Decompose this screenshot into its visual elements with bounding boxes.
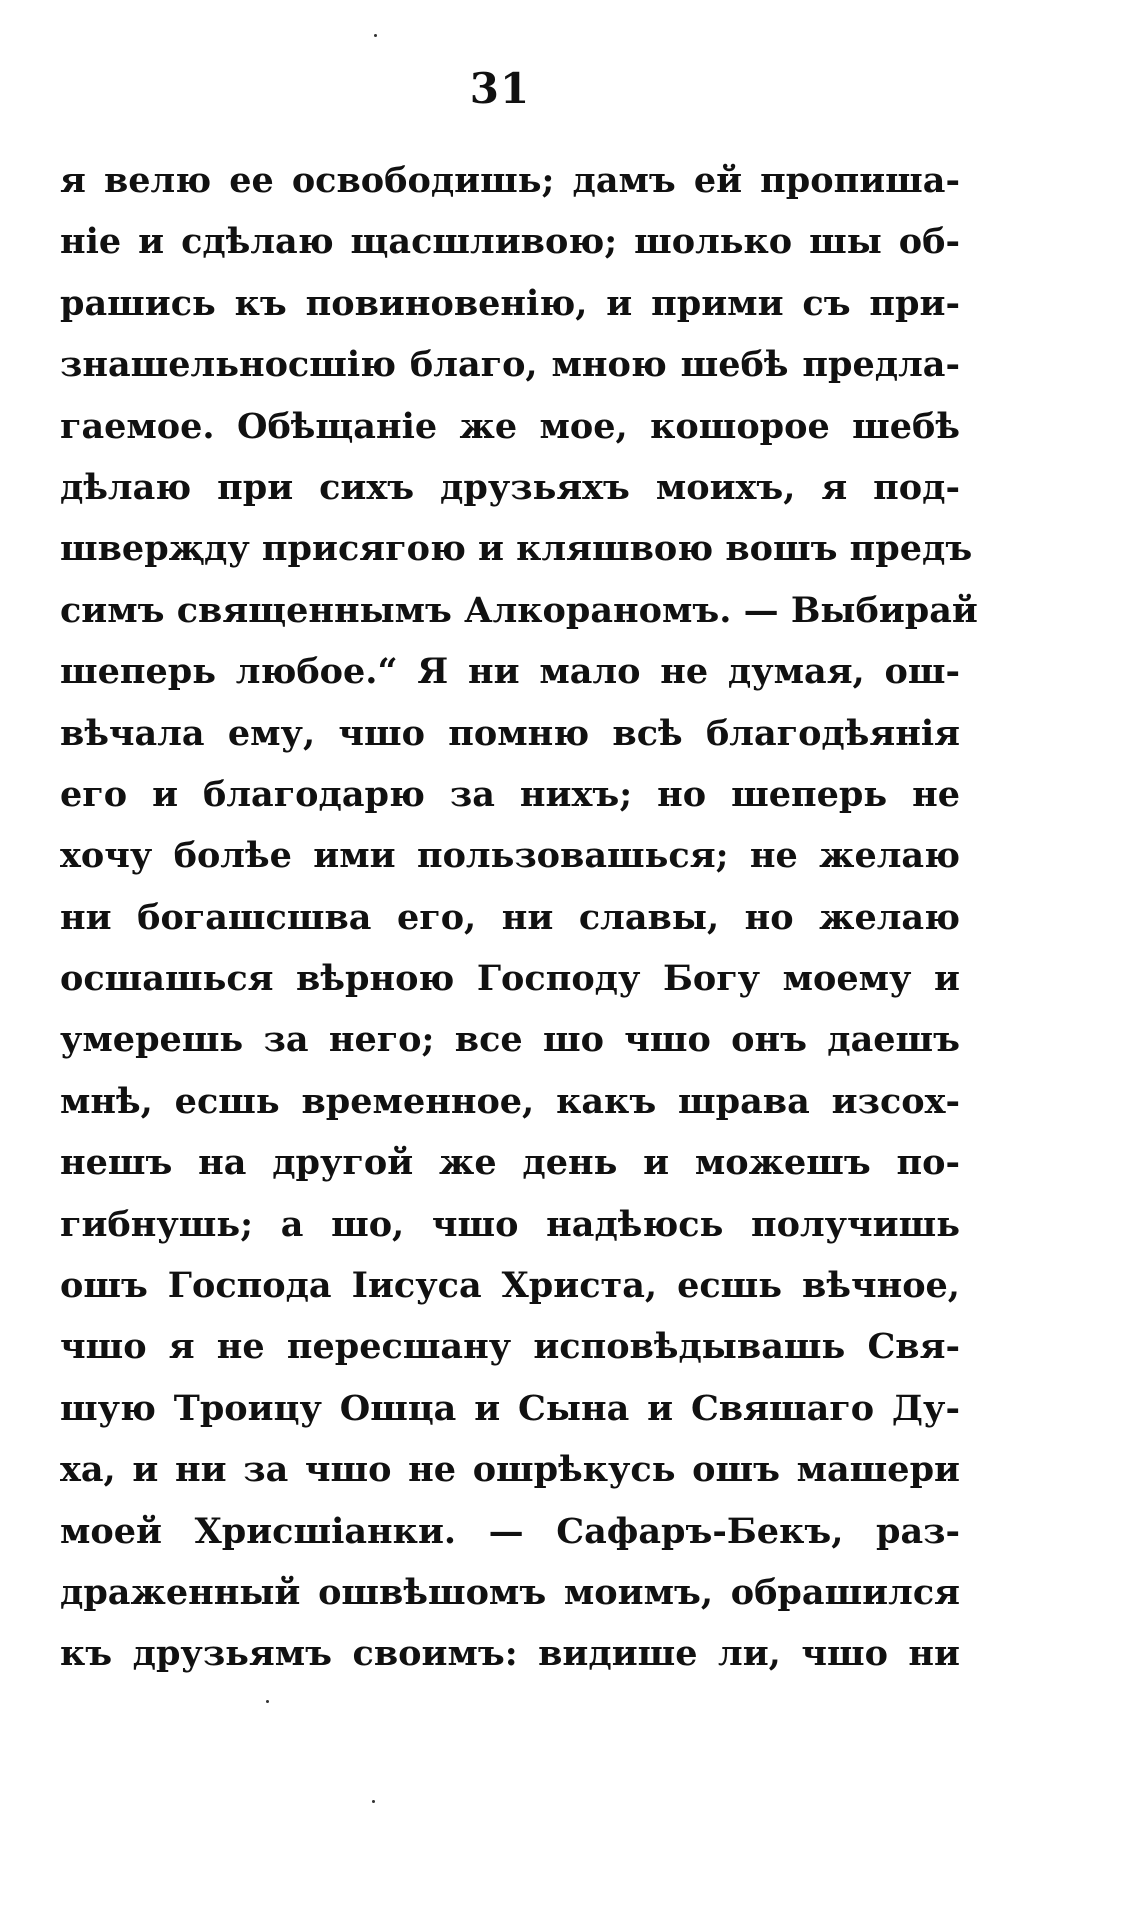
text-line: драженный ошвѣшомъ моимъ, обрашился bbox=[60, 1571, 960, 1613]
print-speck bbox=[374, 34, 377, 37]
text-line: симъ священнымъ Алкораномъ. — Выбирай bbox=[60, 589, 978, 631]
body-text bbox=[60, 150, 978, 1685]
text-line: нешъ на другой же день и можешъ по- bbox=[60, 1142, 960, 1184]
text-line: знашельносшію благо, мною шебѣ предла- bbox=[60, 344, 960, 386]
text-line: шую Троицу Ошца и Сына и Свяшаго Ду- bbox=[60, 1387, 960, 1429]
page-number: 31 bbox=[469, 64, 531, 113]
text-line: моей Хрисшіанки. — Сафаръ-Бекъ, раз- bbox=[60, 1510, 960, 1552]
text-line: мнѣ, есшь временное, какъ шрава изсох- bbox=[60, 1080, 960, 1122]
text-line: дѣлаю при сихъ друзьяхъ моихъ, я под- bbox=[60, 466, 960, 508]
print-speck bbox=[372, 1800, 375, 1803]
text-line: шеперь любое.“ Я ни мало не думая, ош- bbox=[60, 651, 960, 693]
text-line: чшо я не пересшану исповѣдывашь Свя- bbox=[60, 1326, 960, 1368]
text-line: гибнушь; а шо, чшо надѣюсь получишь bbox=[60, 1203, 960, 1245]
text-line: рашись къ повиновенію, и прими съ при- bbox=[60, 282, 960, 324]
text-line: шверҗду присягою и кляшвою вошъ предъ bbox=[60, 528, 973, 570]
text-line: я велю ее освободишь; дамъ ей пропиша- bbox=[60, 160, 960, 201]
text-line: умерешь за него; все шо чшо онъ даешъ bbox=[60, 1019, 960, 1061]
text-line: къ друзьямъ своимъ: видише ли, чшо ни bbox=[60, 1633, 960, 1675]
text-line: ошъ Господа Іисуса Христа, есшь вѣчное, bbox=[60, 1265, 960, 1307]
text-line: ніе и сдѣлаю щасшливою; шолько шы об- bbox=[60, 221, 960, 263]
text-line: ни богашсшва его, ни славы, но желаю bbox=[60, 896, 960, 938]
text-line: хочу болѣе ими пользовашься; не желаю bbox=[60, 835, 960, 877]
print-speck bbox=[266, 1700, 269, 1703]
text-line: гаемое. Обѣщаніе же мое, кошорое шебѣ bbox=[60, 405, 960, 447]
text-line: вѣчала ему, чшо помню всѣ благодѣянія bbox=[60, 712, 960, 754]
text-line: ха, и ни за чшо не ошрѣкусь ошъ машери bbox=[60, 1449, 960, 1491]
text-line: его и благодарю за нихъ; но шеперь не bbox=[60, 773, 960, 815]
text-line: осшашься вѣрною Господу Богу моему и bbox=[60, 958, 960, 1000]
